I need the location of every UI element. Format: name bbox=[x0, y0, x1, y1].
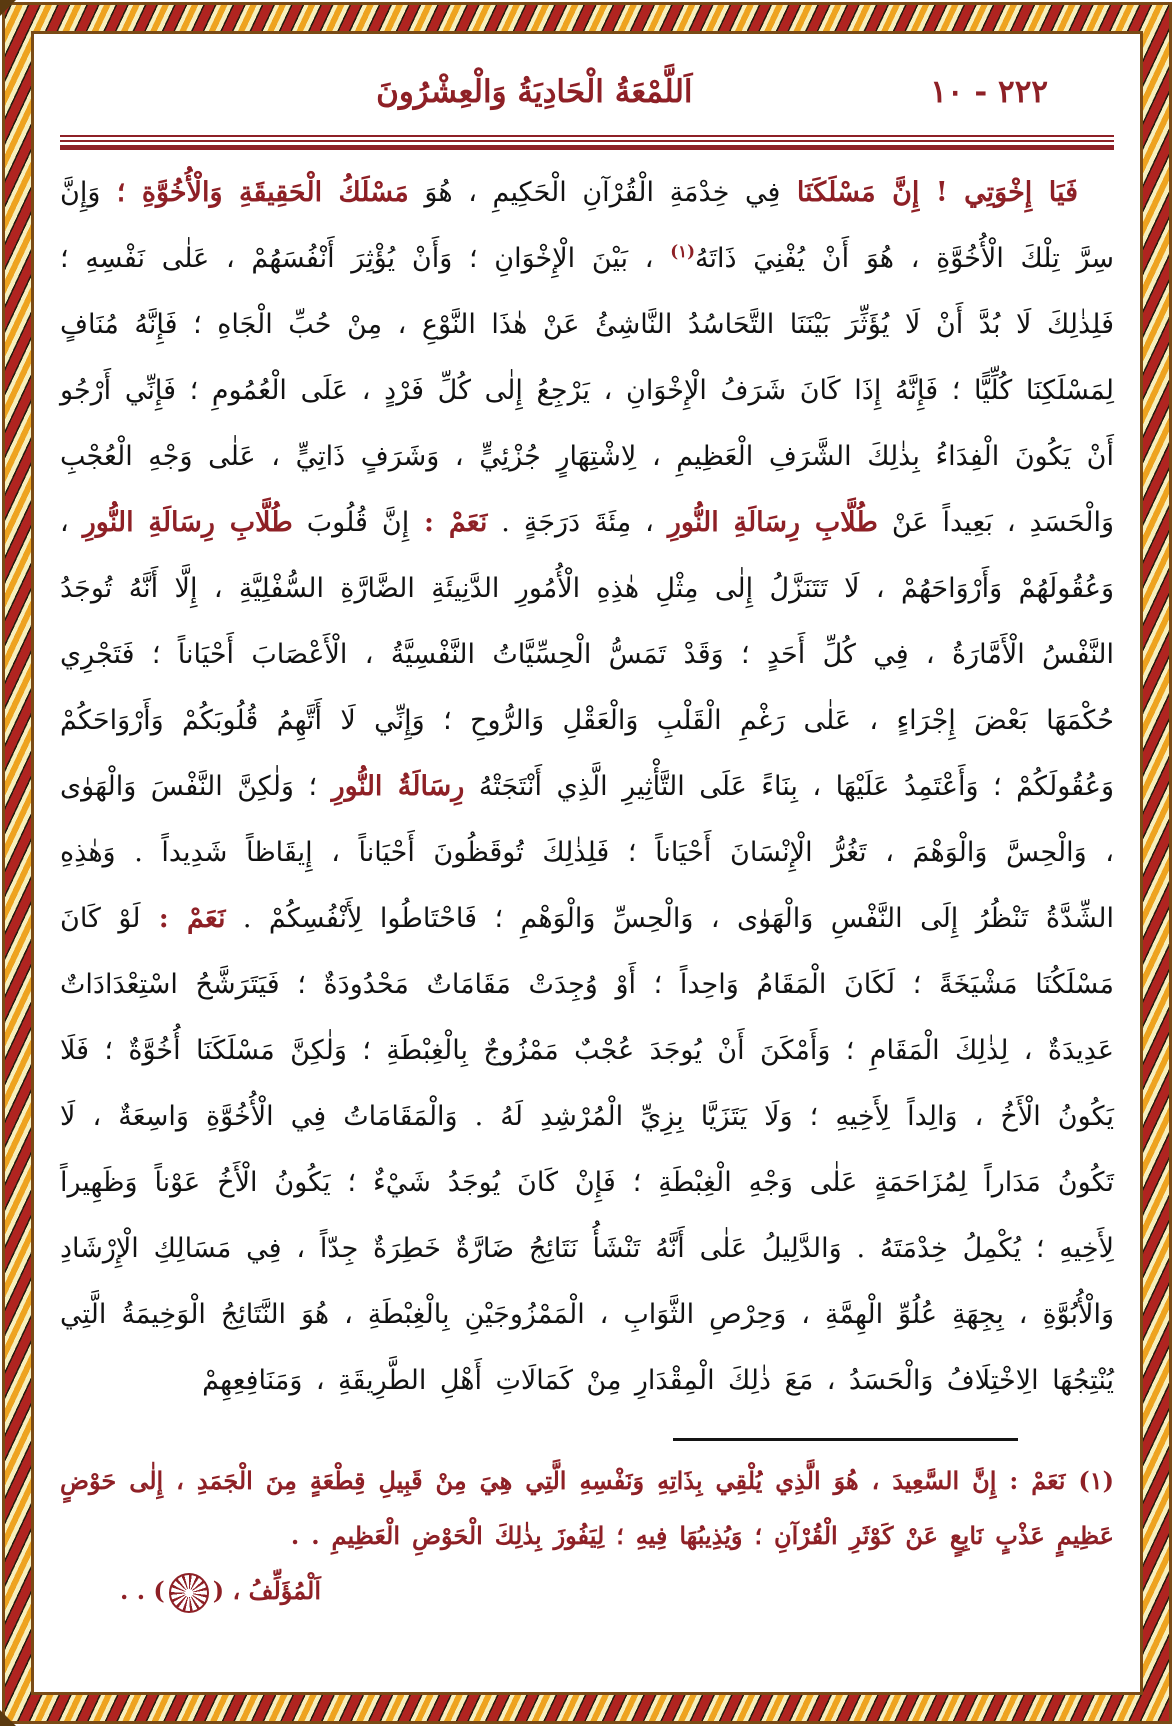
text-run: نَعَمْ : bbox=[409, 507, 488, 538]
text-run: مَسْلَكُ الْحَقِيقَةِ وَالْأُخُوَّةِ ؛ bbox=[100, 177, 409, 208]
text-run: فِي خِدْمَةِ الْقُرْآنِ الْحَكِيمِ ، هُوَ bbox=[408, 177, 781, 208]
text-run: لَوْ كَانَ مَسْلَكُنَا مَشْيَخَةً ؛ لَكَانَ الْمَقَامُ وَاحِداً ؛ أَوْ وُجِدَتْ مَقَامَاتٌ مَحْدُودَةٌ ؛ فَيَتَرَشَّحُ اسْتِعْدَادَاتٌ عَدِيدَةٌ ، لِذٰلِكَ الْمَقَامِ ؛ وَأَمْكَنَ أَنْ يُوجَدَ عُجْبٌ مَمْزُوجٌ بِالْغِبْطَةِ ؛ وَلٰكِنَّ مَسْلَكَنَا أُخُوَّةٌ ؛ فَلَا يَكُونُ الْأَخُ ، وَالِداً لِأَخِيهِ ؛ وَلَا يَتَزَيَّا بِزِيِّ الْمُرْشِدِ لَهُ . وَالْمَقَامَاتُ فِي الْأُخُوَّةِ وَاسِعَةٌ ، لَا تَكُونُ مَدَاراً لِمُزَاحَمَةٍ عَلٰى وَجْهِ الْغِبْطَةِ ؛ فَإِنْ كَانَ يُوجَدُ شَيْءٌ ؛ يَكُونُ الْأَخُ عَوْناً وَظَهِيراً لِأَخِيهِ ؛ يُكْمِلُ خِدْمَتَهُ . وَالدَّلِيلُ عَلٰى أَنَّهُ تَنْشَأُ نَتَائِجُ ضَارَّةٌ خَطِرَةٌ جِدّاً ، فِي مَسَالِكِ الْإِرْشَادِ وَالْأُبُوَّةِ ، بِجِهَةِ عُلُوِّ الْهِمَّةِ ، وَحِرْصِ الثَّوَابِ ، الْمَمْزُوجَيْنِ بِالْغِبْطَةِ ، هُوَ النَّتَائِجُ الْوَخِيمَةُ الَّتِي يُنْتِجُهَا الِاخْتِلَافُ وَالْحَسَدُ ، مَعَ ذٰلِكَ الْمِقْدَارِ مِنْ كَمَالَاتِ أَهْلِ الطَّرِيقَةِ ، وَمَنَافِعِهِمْ bbox=[60, 903, 1114, 1396]
text-run: وَإِنَّ سِرَّ تِلْكَ الْأُخُوَّةِ ، هُوَ أَنْ يُفْنِيَ ذَاتَهُ bbox=[60, 177, 1114, 274]
footnote-signature bbox=[120, 1563, 1114, 1618]
text-run: (١) نَعَمْ : إِنَّ السَّعِيدَ ، هُوَ الَّذِي يُلْقِي بِذَاتِهِ وَنَفْسِهِ الَّتِي هِيَ مِنْ قَبِيلِ قِطْعَةٍ مِنَ الْجَمَدِ ، إِلٰى حَوْضٍ عَظِيمٍ عَذْبٍ نَابِعٍ عَنْ كَوْثَرِ الْقُرْآنِ ؛ وَيُذِيبُهَا فِيهِ ؛ لِيَفُوزَ بِذٰلِكَ الْحَوْضِ الْعَظِيمِ . . bbox=[60, 1466, 1114, 1550]
author-seal-icon bbox=[169, 1573, 209, 1613]
page-number: ٢٢٢ - ١٠ bbox=[930, 74, 1048, 110]
text-run: نَعَمْ : bbox=[140, 903, 226, 934]
header-rule bbox=[60, 135, 1114, 150]
text-run: اَلْمُؤَلِّفُ ، ( bbox=[212, 1576, 322, 1605]
text-run: طُلَّابِ رِسَالَةِ النُّورِ bbox=[82, 507, 293, 538]
text-run: ، مِئَةَ دَرَجَةٍ . bbox=[487, 507, 668, 538]
footnote bbox=[60, 1453, 1114, 1563]
text-run: ، وَعُقُولَهُمْ وَأَرْوَاحَهُمْ ، لَا تَتَنَزَّلُ إِلٰى مِثْلِ هٰذِهِ الْأُمُورِ الدَّنِيئَةِ الضَّارَّةِ السُّفْلِيَّةِ ، إِلَّا أَنَّهُ تُوجَدُ النَّفْسُ الْأَمَّارَةُ ، فِي كُلِّ أَحَدٍ ؛ وَقَدْ تَمَسُّ الْحِسِّيَّاتُ النَّفْسِيَّةُ ، الْأَعْصَابَ أَحْيَاناً ؛ فَتَجْرِي حُكْمَهَا بَعْضَ إِجْرَاءٍ ، عَلٰى رَغْمِ الْقَلْبِ وَالْعَقْلِ وَالرُّوحِ ؛ وَإِنِّي لَا أَتَّهِمُ قُلُوبَكُمْ وَأَرْوَاحَكُمْ وَعُقُولَكُمْ ؛ وَأَعْتَمِدُ عَلَيْهَا ، بِنَاءً عَلَى التَّأْثِيرِ الَّذِي أَنْتَجَتْهُ bbox=[60, 507, 1114, 802]
body-paragraph bbox=[60, 160, 1114, 1414]
text-run: إِنَّ قُلُوبَ bbox=[292, 507, 410, 538]
page-header bbox=[60, 50, 1114, 150]
page-sheet bbox=[31, 31, 1143, 1695]
header-rule-line-thick bbox=[60, 145, 1114, 150]
footnote-separator bbox=[673, 1438, 1018, 1441]
text-run: طُلَّابِ رِسَالَةِ النُّورِ bbox=[667, 507, 878, 538]
text-run: رِسَالَةُ النُّورِ bbox=[331, 771, 465, 802]
text-run: ؛ وَلٰكِنَّ النَّفْسَ وَالْهَوٰى ، وَالْحِسَّ وَالْوَهْمَ ، تَغُرُّ الْإِنْسَانَ أَحْيَاناً ؛ فَلِذٰلِكَ تُوقَظُونَ أَحْيَاناً ، إِيقَاظاً شَدِيداً . وَهٰذِهِ الشِّدَّةُ تَنْظُرُ إِلَى النَّفْسِ وَالْهَوٰى ، وَالْحِسِّ وَالْوَهْمِ ؛ فَاحْتَاطُوا لِأَنْفُسِكُمْ . bbox=[60, 771, 1114, 934]
text-run: فَيَا إِخْوَتِي ! إِنَّ مَسْلَكَنَا bbox=[780, 177, 1079, 208]
chapter-title: اَللَّمْعَةُ الْحَادِيَةُ وَالْعِشْرُونَ bbox=[376, 74, 693, 110]
header-rule-line-thin-2 bbox=[60, 140, 1114, 142]
text-run: ، بَيْنَ الْإِخْوَانِ ؛ وَأَنْ يُؤْثِرَ أَنْفُسَهُمْ ، عَلٰى نَفْسِهِ ؛ فَلِذٰلِكَ لَا بُدَّ أَنْ لَا يُؤَثِّرَ بَيْنَنَا التَّحَاسُدُ النَّاشِئُ عَنْ هٰذَا النَّوْعِ ، مِنْ حُبِّ الْجَاهِ ؛ فَإِنَّهُ مُنَافٍ لِمَسْلَكِنَا كُلِّيًّا ؛ فَإِنَّهُ إِذَا كَانَ شَرَفُ الْإِخْوَانِ ، يَرْجِعُ إِلٰى كُلِّ فَرْدٍ ، عَلَى الْعُمُومِ ؛ فَإِنِّي أَرْجُو أَنْ يَكُونَ الْفِدَاءُ بِذٰلِكَ الشَّرَفِ الْعَظِيمِ ، لِاشْتِهَارٍ جُزْئِيٍّ ، وَشَرَفٍ ذَاتِيٍّ ، عَلٰى وَجْهِ الْعُجْبِ وَالْحَسَدِ ، بَعِيداً عَنْ bbox=[60, 243, 1114, 538]
text-run: (١) bbox=[670, 241, 696, 261]
text-run: ) . . bbox=[120, 1576, 165, 1605]
header-rule-line-thin-1 bbox=[60, 135, 1114, 137]
